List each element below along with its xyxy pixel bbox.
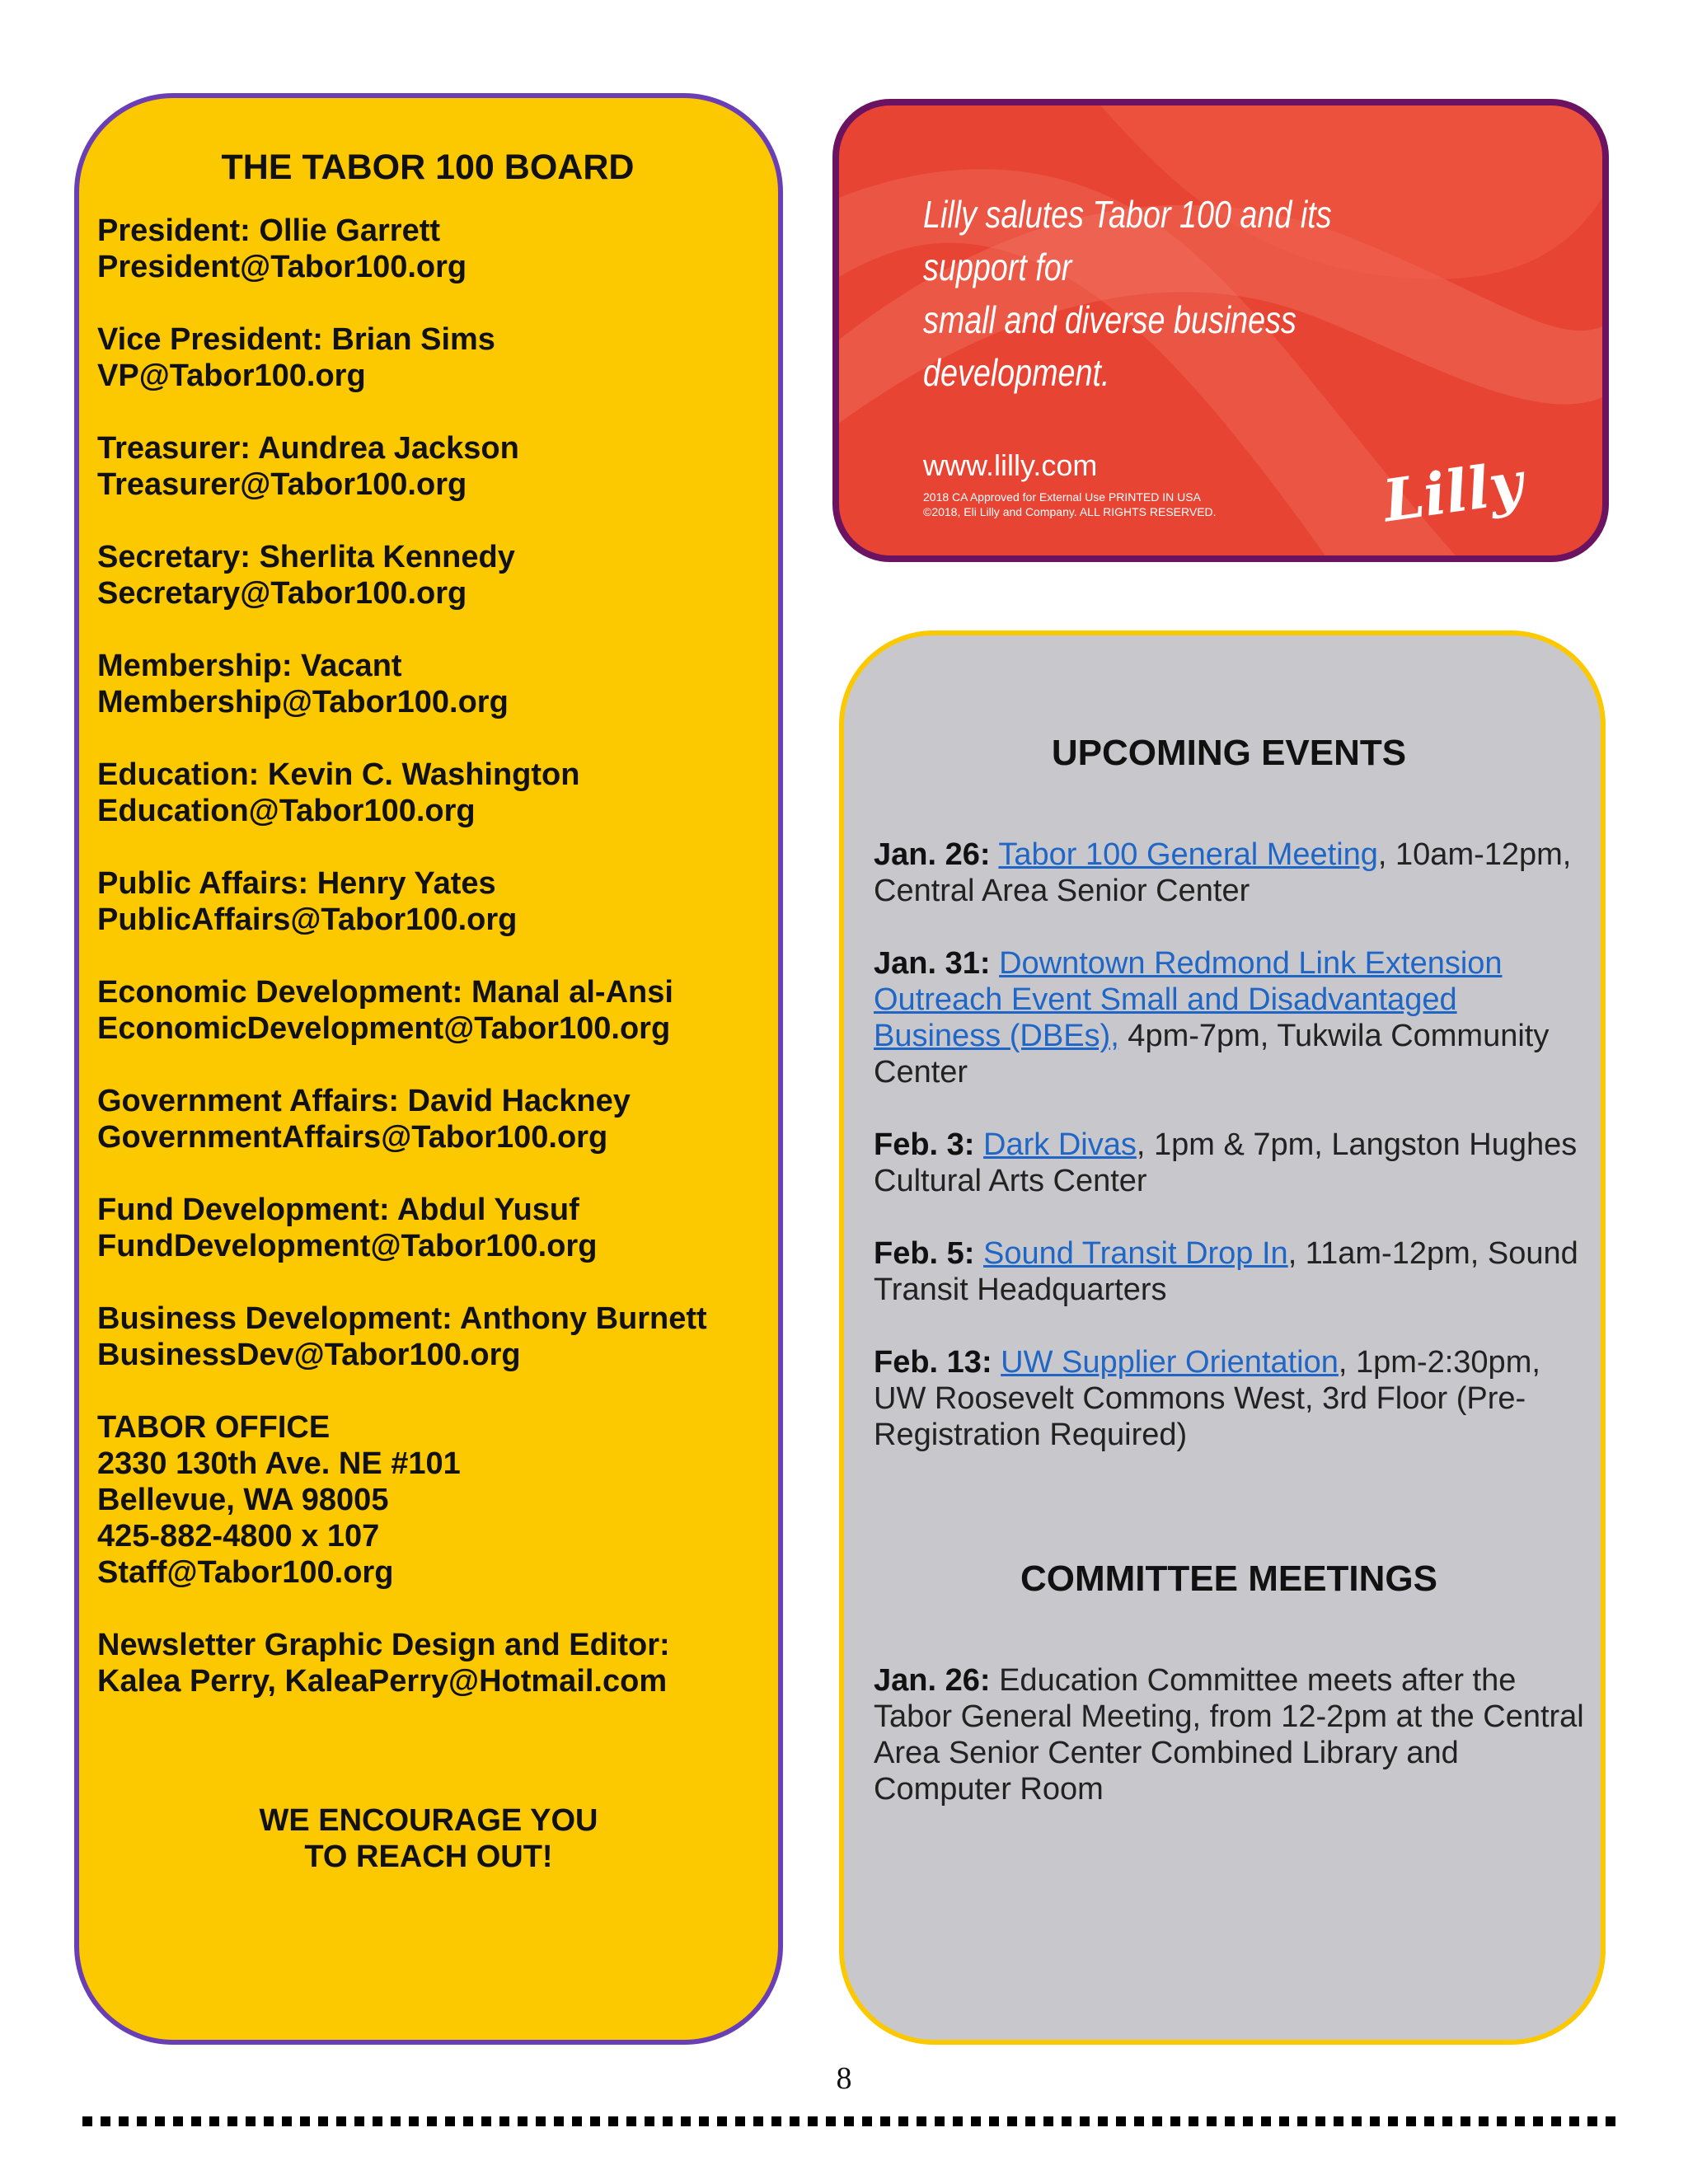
event-item — [874, 945, 1584, 1090]
member-role: Secretary: Sherlita Kennedy — [97, 540, 515, 574]
lilly-logo: Lilly — [1379, 448, 1527, 536]
events-panel — [839, 630, 1606, 2045]
member-role: Membership: Vacant — [97, 649, 402, 683]
office-block — [97, 1409, 758, 1591]
event-link[interactable]: Tabor 100 General Meeting — [998, 837, 1378, 872]
event-item — [874, 1344, 1584, 1453]
office-address-line-1: 2330 130th Ave. NE #101 — [97, 1446, 461, 1481]
editor-credit — [97, 1627, 758, 1699]
member-role: Economic Development: Manal al-Ansi — [97, 975, 673, 1010]
ad-fine-print-line-1: 2018 CA Approved for External Use PRINTED IN USA — [923, 490, 1201, 504]
board-member — [97, 757, 758, 829]
member-email-link[interactable]: PublicAffairs@Tabor100.org — [97, 902, 518, 937]
member-email-link[interactable]: GovernmentAffairs@Tabor100.org — [97, 1120, 608, 1155]
board-member — [97, 1083, 758, 1155]
member-email-link[interactable]: EconomicDevelopment@Tabor100.org — [97, 1011, 671, 1046]
member-email-link[interactable]: Secretary@Tabor100.org — [97, 576, 467, 611]
event-details: , 10am-12pm, Central Area Senior Center — [874, 837, 1572, 908]
office-address-line-2: Bellevue, WA 98005 — [97, 1483, 389, 1517]
encourage-line-2: TO REACH OUT! — [304, 1840, 553, 1874]
member-email-link[interactable]: BusinessDev@Tabor100.org — [97, 1338, 521, 1372]
event-item — [874, 837, 1584, 909]
ad-tagline-line-2: small and diverse business development. — [923, 298, 1296, 394]
event-item — [874, 1127, 1584, 1199]
event-date: Jan. 31: — [874, 946, 991, 981]
page-number: 8 — [836, 2061, 852, 2096]
encourage-message — [79, 1802, 778, 1875]
board-title: THE TABOR 100 BOARD — [221, 148, 635, 187]
board-member — [97, 213, 758, 285]
lilly-advertisement[interactable] — [832, 99, 1609, 562]
event-link[interactable]: UW Supplier Orientation — [1001, 1345, 1339, 1380]
office-phone: 425-882-4800 x 107 — [97, 1519, 380, 1554]
office-email-link[interactable]: Staff@Tabor100.org — [97, 1555, 394, 1590]
ad-tagline-line-1: Lilly salutes Tabor 100 and its support for — [923, 193, 1332, 288]
member-role: President: Ollie Garrett — [97, 213, 441, 248]
board-member — [97, 321, 758, 394]
event-details: , 11am-12pm, Sound Transit Headquarters — [874, 1236, 1578, 1307]
event-link[interactable]: Dark Divas — [983, 1127, 1137, 1162]
event-details: , 1pm-2:30pm, UW Roosevelt Commons West, 3rd Floor (Pre-Registration Required) — [874, 1345, 1540, 1452]
ad-fine-print-line-2: ©2018, Eli Lilly and Company. ALL RIGHTS RESERVED. — [923, 505, 1217, 518]
committee-date: Jan. 26: — [874, 1663, 991, 1698]
ad-fine-print — [923, 490, 1217, 519]
member-role: Public Affairs: Henry Yates — [97, 866, 496, 901]
member-role: Fund Development: Abdul Yusuf — [97, 1193, 579, 1227]
member-email-link[interactable]: Membership@Tabor100.org — [97, 685, 509, 719]
event-link[interactable]: Sound Transit Drop In — [983, 1236, 1288, 1271]
dotted-divider — [82, 2116, 1617, 2126]
event-date: Feb. 3: — [874, 1127, 975, 1162]
board-member — [97, 1301, 758, 1373]
member-role: Education: Kevin C. Washington — [97, 757, 580, 792]
board-panel — [74, 93, 783, 2045]
event-item — [874, 1235, 1584, 1308]
member-role: Vice President: Brian Sims — [97, 322, 495, 357]
board-member — [97, 430, 758, 503]
member-email-link[interactable]: VP@Tabor100.org — [97, 359, 366, 393]
event-link[interactable]: Downtown Redmond Link Extension Outreach Event Small and Disadvantaged Business (DBEs), — [874, 946, 1503, 1053]
encourage-line-1: WE ENCOURAGE YOU — [259, 1803, 598, 1838]
event-details: , 1pm & 7pm, Langston Hughes Cultural Arts Center — [874, 1127, 1578, 1198]
committee-meetings-title: COMMITTEE MEETINGS — [1020, 1558, 1437, 1599]
member-email-link[interactable]: FundDevelopment@Tabor100.org — [97, 1229, 598, 1263]
board-member — [97, 865, 758, 938]
editor-label: Newsletter Graphic Design and Editor: — [97, 1628, 670, 1662]
committee-item — [874, 1662, 1584, 1807]
ad-url-link[interactable]: www.lilly.com — [923, 448, 1098, 482]
event-date: Feb. 5: — [874, 1236, 975, 1271]
member-role: Treasurer: Aundrea Jackson — [97, 431, 519, 466]
editor-name-email: Kalea Perry, KaleaPerry@Hotmail.com — [97, 1664, 668, 1699]
board-member — [97, 974, 758, 1047]
committee-details: Education Committee meets after the Tabor General Meeting, from 12-2pm at the Central Area Senior Center Combined Library and Computer Room — [874, 1663, 1584, 1807]
board-member — [97, 539, 758, 612]
board-member — [97, 648, 758, 720]
event-date: Feb. 13: — [874, 1345, 992, 1380]
board-member — [97, 1192, 758, 1264]
member-email-link[interactable]: Treasurer@Tabor100.org — [97, 467, 467, 502]
upcoming-events-title: UPCOMING EVENTS — [1051, 733, 1407, 773]
office-title: TABOR OFFICE — [97, 1410, 331, 1445]
member-role: Government Affairs: David Hackney — [97, 1084, 631, 1118]
event-date: Jan. 26: — [874, 837, 991, 872]
ad-tagline — [923, 188, 1437, 399]
event-details: 4pm-7pm, Tukwila Community Center — [874, 1019, 1550, 1090]
member-role: Business Development: Anthony Burnett — [97, 1301, 707, 1336]
member-email-link[interactable]: President@Tabor100.org — [97, 250, 467, 284]
member-email-link[interactable]: Education@Tabor100.org — [97, 794, 476, 828]
